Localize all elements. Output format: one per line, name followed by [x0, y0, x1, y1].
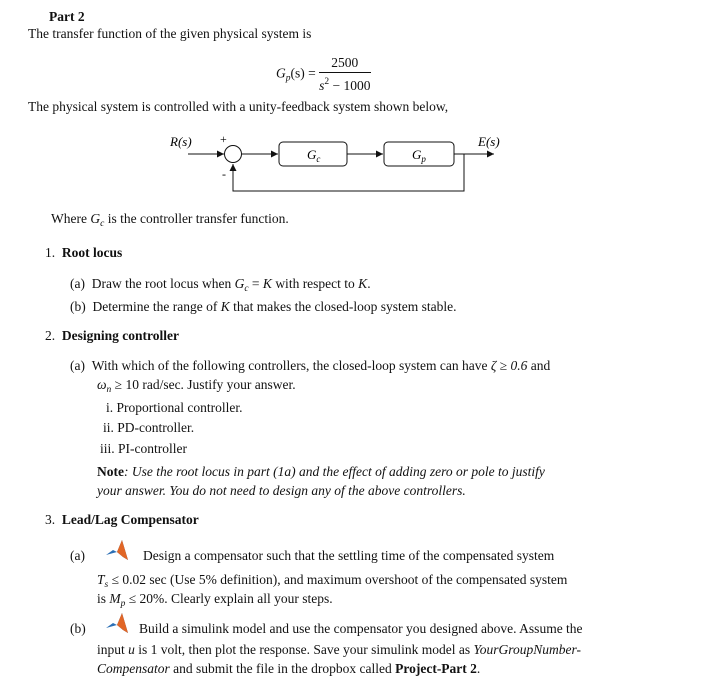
section-3b-label: (b) [70, 621, 86, 636]
section-3-heading: 3. Lead/Lag Compensator [45, 512, 199, 527]
block-diagram [160, 128, 520, 200]
gc-label: $G_c$ [307, 147, 321, 164]
tf-numerator: 2500 [319, 55, 370, 73]
section-2-heading: 2. Designing controller [45, 328, 179, 343]
section-2a-line1: (a) With which of the following controllers, the closed-loop system can have ζ ≥ 0.6 and [70, 358, 551, 373]
intro-text: The transfer function of the given physical system is [28, 26, 312, 41]
gp-label: $G_p$ [412, 147, 426, 164]
section-3a-line3: is $M_p \le 20\%$. Clearly explain all your steps. [97, 591, 333, 609]
controller-item-3: iii. PI-controller [100, 441, 187, 456]
input-label: R(s) [170, 134, 192, 149]
output-label: E(s) [478, 134, 500, 149]
tf-denominator: $s^2 - 1000$ [319, 77, 371, 93]
section-1b: (b) Determine the range of K that makes the closed-loop system stable. [70, 299, 457, 314]
controlled-text: The physical system is controlled with a unity-feedback system shown below, [28, 99, 449, 114]
matlab-icon [104, 538, 130, 564]
section-3b-line2: input u is 1 volt, then plot the response. Save your simulink model as YourGroupNumber- [97, 642, 581, 657]
tf-fraction [319, 55, 370, 94]
section-3a-label: (a) [70, 548, 85, 563]
note-line-2: your answer. You do not need to design any of the above controllers. [97, 483, 466, 498]
plus-sign: + [220, 132, 227, 146]
section-1a: (a) Draw the root locus when $G_c = K$ with respect to K. [70, 276, 371, 294]
section-3a-line1: Design a compensator such that the settling time of the compensated system [143, 548, 555, 563]
controller-item-2: ii. PD-controller. [103, 420, 195, 435]
section-3b-line3: Compensator and submit the file in the dropbox called Project-Part 2. [97, 661, 481, 676]
tf-lhs: G [276, 65, 286, 81]
part-title: Part 2 [49, 9, 85, 24]
summing-junction [225, 146, 242, 163]
controller-item-1: i. Proportional controller. [106, 400, 243, 415]
section-2a-line2: $\omega_n \ge 10$ rad/sec. Justify your answer. [97, 377, 296, 395]
section-3b-line1: Build a simulink model and use the compensator you designed above. Assume the [139, 621, 583, 636]
section-3a-line2: $T_s \le 0.02$ sec (Use 5% definition), and maximum overshoot of the compensated system [97, 572, 568, 590]
where-text: Where $G_c$ is the controller transfer function. [51, 211, 289, 229]
tf-lhs-sub: p [285, 73, 291, 84]
matlab-icon [104, 611, 130, 637]
tf-var: (s) = [290, 65, 316, 81]
section-1-heading: 1. Root locus [45, 245, 123, 260]
minus-sign: - [222, 167, 226, 181]
transfer-function [276, 55, 371, 94]
note-line-1: Note: Use the root locus in part (1a) and the effect of adding zero or pole to justify [97, 464, 545, 479]
